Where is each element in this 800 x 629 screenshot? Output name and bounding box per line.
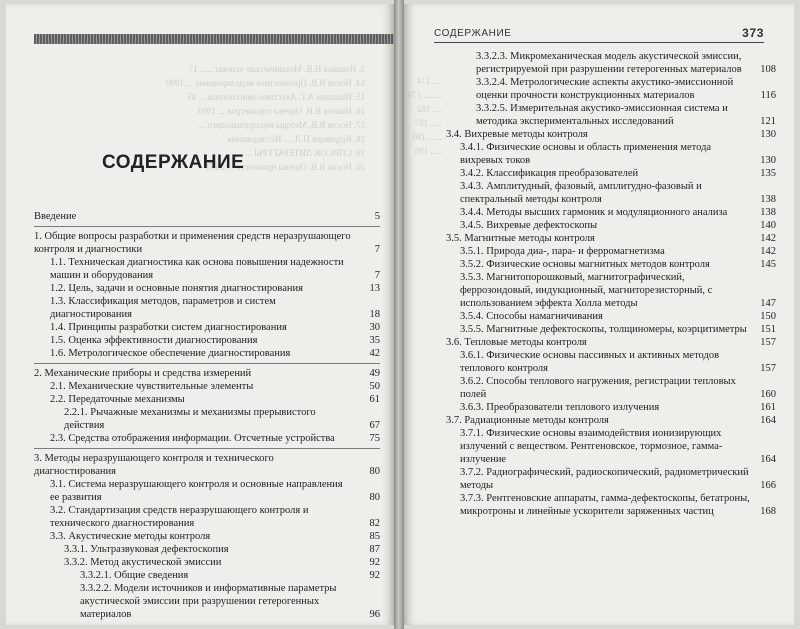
toc-entry [430,466,776,492]
toc-entry-title: 3.3.2. Метод акустической эмиссии [64,557,222,568]
toc-entry-page: 160 [760,389,776,400]
toc-entry-page: 138 [760,207,776,218]
toc-entry [34,406,380,432]
toc-entry-page: 168 [760,506,776,517]
toc-entry [34,432,380,445]
toc-entry [430,414,776,427]
toc-entry-page: 18 [369,309,380,320]
toc-entry-page: 80 [369,492,380,503]
toc-entry-page: 13 [369,283,380,294]
toc-entry-title: 3.3.2.2. Модели источников и информативные параметры акустической эмиссии при разрушении гетерогенных материалов [80,583,337,620]
toc-entry [34,543,380,556]
toc-entry-title: 3.7.2. Радиографический, радиоскопический, радиометрический методы [460,467,749,491]
toc-entry [430,349,776,375]
page-number: 373 [742,26,764,40]
toc-entry-title: 3.2. Стандартизация средств неразрушающего контроля и технического диагностирования [50,505,309,529]
toc-entry-page: 142 [760,233,776,244]
toc-entry [34,256,380,282]
toc-entry [34,556,380,569]
toc-entry-page: 87 [369,544,380,555]
toc-entry [430,76,776,102]
toc-entry [34,504,380,530]
toc-entry [34,582,380,621]
toc-entry [430,232,776,245]
toc-entry-title: 3.6.1. Физические основы пассивных и активных методов теплового контроля [460,350,720,374]
toc-entry-title: 3.5. Магнитные методы контроля [446,233,595,244]
toc-entry-title: 3.3.2.3. Микромеханическая модель акустической эмиссии, регистрируемой при разрушении гетерогенных материалов [476,51,742,75]
toc-entry-page: 75 [369,433,380,444]
section-divider [34,226,380,227]
toc-entry-title: 1.4. Принципы разработки систем диагностирования [50,322,287,333]
toc-entry-page: 166 [760,480,776,491]
toc-entry-page: 108 [760,64,776,75]
toc-entry-title: 3.5.1. Природа диа-, пара- и ферромагнетизма [460,246,665,257]
toc-entry-page: 161 [760,402,776,413]
toc-entry-page: 67 [369,420,380,431]
toc-entry-page: 157 [760,363,776,374]
toc-entry-page: 92 [369,570,380,581]
toc-entry-title: 3.3.1. Ультразвуковая дефектоскопия [64,544,229,555]
toc-entry-page: 140 [760,220,776,231]
toc-entry [34,210,380,223]
toc-entry [430,258,776,271]
toc-entry-title: 3.4.2. Классификация преобразователей [460,168,639,179]
toc-entry [430,375,776,401]
toc-entry-page: 150 [760,311,776,322]
toc-entry-page: 30 [369,322,380,333]
toc-entry-page: 164 [760,415,776,426]
toc-entry-title: 3.4. Вихревые методы контроля [446,129,588,140]
page-title: СОДЕРЖАНИЕ [102,152,245,173]
toc-entry [430,141,776,167]
toc-entry [34,347,380,360]
toc-entry-title: 1.2. Цель, задачи и основные понятия диагностирования [50,283,303,294]
toc-entry-title: 3.5.3. Магнитопорошковый, магнитографический, феррозондовый, индукционный, магниторезисторный, с использованием эффекта Холла методы [460,272,713,309]
toc-entry-title: 3.4.1. Физические основы и область применения метода вихревых токов [460,142,712,166]
toc-entry-page: 130 [760,129,776,140]
toc-entry [34,282,380,295]
toc-entry [430,245,776,258]
toc-entry-page: 82 [369,518,380,529]
toc-entry [430,271,776,310]
toc-entry [34,478,380,504]
toc-entry-title: 2.1. Механические чувствительные элементы [50,381,254,392]
toc-entry [430,323,776,336]
toc-entry-title: 3.3.2.5. Измерительная акустико-эмиссионная система и методика экспериментальных исследований [476,103,728,127]
toc-entry [34,569,380,582]
toc-entry [34,295,380,321]
toc-entry-title: 3.3.2.4. Метрологические аспекты акустико-эмиссионной оценки прочности конструкционных материалов [476,77,734,101]
toc-entry-title: 3.1. Система неразрушающего контроля и основные направления ее развития [50,479,343,503]
toc-entry-title: 3. Методы неразрушающего контроля и технического диагностирования [34,453,274,477]
toc-entry-page: 49 [369,368,380,379]
running-head-title: СОДЕРЖАНИЕ [434,28,512,39]
toc-entry-page: 142 [760,246,776,257]
toc-entry-page: 145 [760,259,776,270]
toc-entry [34,393,380,406]
toc-entry [430,128,776,141]
toc-entry-page: 135 [760,168,776,179]
toc-entry [34,380,380,393]
toc-entry [34,367,380,380]
toc-entry [430,310,776,323]
toc-entry [430,102,776,128]
toc-entry-title: 2. Механические приборы и средства измерений [34,368,252,379]
toc-entry [430,167,776,180]
toc-entry-page: 7 [374,270,380,281]
toc-entry-title: 1.3. Классификация методов, параметров и систем диагностирования [50,296,276,320]
toc-entry-title: 2.3. Средства отображения информации. Отсчетные устройства [50,433,335,444]
toc-entry [430,50,776,76]
toc-entry [430,401,776,414]
toc-entry-page: 121 [760,116,776,127]
toc-entry [34,530,380,543]
toc-entry [430,206,776,219]
running-head [434,28,764,43]
toc-entry-page: 85 [369,531,380,542]
toc-entry-title: 1.5. Оценка эффективности диагностирования [50,335,258,346]
toc-entry-title: 3.6.3. Преобразователи теплового излучения [460,402,660,413]
toc-entry-page: 92 [369,557,380,568]
gutter [394,0,404,629]
toc-left [34,210,380,621]
toc-entry-title: 1.1. Техническая диагностика как основа повышения надежности машин и оборудования [50,257,344,281]
toc-entry [430,180,776,206]
section-divider [34,448,380,449]
toc-entry-page: 42 [369,348,380,359]
decorative-band [34,34,394,44]
toc-entry-page: 61 [369,394,380,405]
toc-entry-title: 3.4.5. Вихревые дефектоскопы [460,220,598,231]
toc-entry-page: 50 [369,381,380,392]
toc-entry-title: 3.5.4. Способы намагничивания [460,311,603,322]
left-page [6,4,394,625]
toc-entry-title: 3.7.3. Рентгеновские аппараты, гамма-дефектоскопы, бетатроны, микротроны и линейные ускорители заряженных частиц [460,493,750,517]
toc-entry-title: 3.3. Акустические методы контроля [50,531,211,542]
toc-entry-page: 7 [374,244,380,255]
toc-entry-title: Введение [34,211,77,222]
toc-entry-title: 2.2. Передаточные механизмы [50,394,185,405]
toc-entry [430,427,776,466]
toc-entry [34,321,380,334]
toc-entry-title: 1. Общие вопросы разработки и применения средств неразрушающего контроля и диагностики [34,231,351,255]
bleed-through-text: 3. Новиков Н.В. Механические основы ...... 17 14. Носов В.В. Прочностное моделирование ... 1990 15. Ивашкин А.Г. Акустико-эмиссионная ... 45 16. Иванов В.И. Оценка параметров ... 1993 17. Носов В.В. Методы неразрушающего ... 18. Кудрявцев П.Л. ... Исследования 19. СПИСОК ЛИТЕРАТУРЫ ... 20. Носов В.В. Оценка прочности ... 2003 [166,64,366,172]
toc-entry [34,230,380,256]
section-divider [34,363,380,364]
toc-entry-page: 35 [369,335,380,346]
toc-entry-page: 164 [760,454,776,465]
right-page [404,4,794,625]
toc-entry-title: 2.2.1. Рычажные механизмы и механизмы прерывистого действия [64,407,316,431]
bleed-through-text: .... 174 ........ 179 .... 182 ..... 187 ...... 190 ..... 195 [408,76,442,156]
toc-entry-page: 96 [369,609,380,620]
toc-entry [430,336,776,349]
toc-entry-title: 3.5.2. Физические основы магнитных методов контроля [460,259,710,270]
toc-entry-page: 138 [760,194,776,205]
toc-entry-page: 157 [760,337,776,348]
toc-entry-page: 116 [760,90,776,101]
toc-entry-title: 3.7. Радиационные методы контроля [446,415,609,426]
toc-entry [34,334,380,347]
toc-entry [430,219,776,232]
toc-entry-title: 3.7.1. Физические основы взаимодействия ионизирующих излучений с веществом. Рентгеновское, тормозное, гамма-излучение [460,428,723,465]
toc-right [430,50,776,518]
toc-entry-title: 3.6.2. Способы теплового нагружения, регистрации тепловых полей [460,376,736,400]
toc-entry [34,452,380,478]
toc-entry [430,492,776,518]
toc-entry-title: 3.3.2.1. Общие сведения [80,570,189,581]
toc-entry-title: 3.4.3. Амплитудный, фазовый, амплитудно-фазовый и спектральный методы контроля [460,181,702,205]
toc-entry-page: 147 [760,298,776,309]
toc-entry-title: 1.6. Метрологическое обеспечение диагностирования [50,348,291,359]
toc-entry-page: 130 [760,155,776,166]
toc-entry-title: 3.6. Тепловые методы контроля [446,337,587,348]
toc-entry-title: 3.4.4. Методы высших гармоник и модуляционного анализа [460,207,728,218]
toc-entry-page: 80 [369,466,380,477]
toc-entry-page: 151 [760,324,776,335]
toc-entry-title: 3.5.5. Магнитные дефектоскопы, толщиномеры, коэрцитиметры [460,324,747,335]
toc-entry-page: 5 [374,211,380,222]
